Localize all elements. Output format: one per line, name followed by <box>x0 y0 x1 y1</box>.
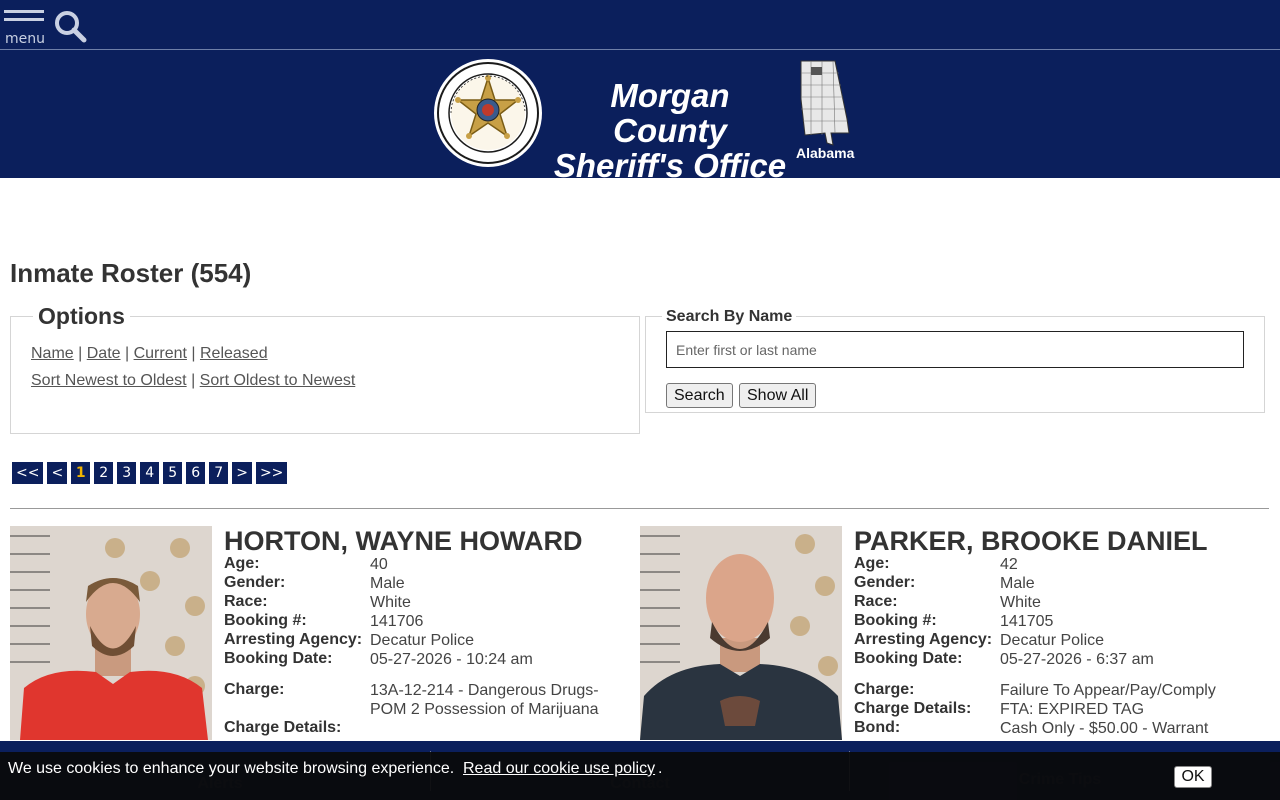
sort-links <box>31 372 355 390</box>
inmate-mugshot-photo[interactable] <box>640 526 842 740</box>
race-label: Race: <box>224 593 268 610</box>
bond-value: Cash Only - $50.00 - Warrant <box>1000 720 1209 737</box>
gender-label: Gender: <box>224 574 286 591</box>
site-title[interactable]: Morgan County Sheriff's Office <box>553 77 787 184</box>
link-separator: | <box>73 345 87 362</box>
search-panel <box>645 308 1265 413</box>
magnifier-icon <box>54 10 88 44</box>
menu-label: menu <box>5 31 45 47</box>
state-label: Alabama <box>796 145 855 161</box>
inmate-mugshot-photo[interactable] <box>10 526 212 740</box>
cookie-period: . <box>658 760 663 777</box>
booking-date-label: Booking Date: <box>224 650 333 667</box>
top-bar <box>0 0 1280 50</box>
race-value: White <box>370 594 411 611</box>
inmate-name[interactable]: PARKER, BROOKE DANIEL <box>854 526 1208 556</box>
options-panel <box>10 303 640 434</box>
age-value: 42 <box>1000 556 1018 573</box>
booking-date-label: Booking Date: <box>854 650 963 667</box>
next-page-button[interactable]: > <box>232 462 252 484</box>
search-legend: Search By Name <box>662 308 796 326</box>
first-page-button[interactable]: << <box>12 462 43 484</box>
race-value: White <box>1000 594 1041 611</box>
charge-label: Charge: <box>854 681 915 698</box>
sort-oldest-link[interactable]: Sort Oldest to Newest <box>199 372 356 389</box>
bond-label: Bond: <box>854 719 901 736</box>
filter-name-link[interactable]: Name <box>31 345 74 362</box>
charge-details-label: Charge Details: <box>224 719 342 736</box>
booking-date-value: 05-27-2026 - 10:24 am <box>370 651 533 668</box>
charge-value: 13A-12-214 - Dangerous Drugs- <box>370 682 599 699</box>
page-5-button[interactable]: 5 <box>163 462 182 484</box>
search-toggle-button[interactable] <box>54 10 88 44</box>
menu-button[interactable] <box>4 10 46 48</box>
inmate-name[interactable]: HORTON, WAYNE HOWARD <box>224 526 583 556</box>
sort-newest-link[interactable]: Sort Newest to Oldest <box>31 372 187 389</box>
show-all-button[interactable]: Show All <box>739 383 816 408</box>
charge-label: Charge: <box>224 681 285 698</box>
cookie-ok-button[interactable]: OK <box>1174 766 1212 788</box>
link-separator: | <box>186 345 200 362</box>
arresting-agency-label: Arresting Agency: <box>854 631 993 648</box>
prev-page-button[interactable]: < <box>47 462 67 484</box>
inmate-card <box>10 526 630 746</box>
cookie-policy-link[interactable]: Read our cookie use policy <box>463 760 656 777</box>
booking-number-value: 141705 <box>1000 613 1054 630</box>
page-title: Inmate Roster (554) <box>10 258 252 288</box>
charge-details-label: Charge Details: <box>854 700 972 717</box>
search-button[interactable]: Search <box>666 383 733 408</box>
inmate-card <box>640 526 1260 746</box>
page-1-button[interactable]: 1 <box>71 462 90 484</box>
hamburger-icon <box>4 10 44 13</box>
age-label: Age: <box>854 555 890 572</box>
cookie-message: We use cookies to enhance your website browsing experience. <box>8 760 455 777</box>
filter-links <box>31 345 268 363</box>
gender-value: Male <box>1000 575 1035 592</box>
filter-current-link[interactable]: Current <box>133 345 187 362</box>
arresting-agency-value: Decatur Police <box>370 632 475 649</box>
booking-number-label: Booking #: <box>224 612 307 629</box>
name-search-input[interactable] <box>666 331 1244 368</box>
site-banner <box>0 50 1280 184</box>
gender-label: Gender: <box>854 574 916 591</box>
filter-released-link[interactable]: Released <box>199 345 268 362</box>
booking-number-label: Booking #: <box>854 612 937 629</box>
arresting-agency-value: Decatur Police <box>1000 632 1105 649</box>
race-label: Race: <box>854 593 898 610</box>
page-2-button[interactable]: 2 <box>94 462 113 484</box>
options-legend: Options <box>33 303 130 330</box>
booking-date-value: 05-27-2026 - 6:37 am <box>1000 651 1154 668</box>
hamburger-icon-bar <box>4 18 44 21</box>
page-3-button[interactable]: 3 <box>117 462 136 484</box>
link-separator: | <box>186 372 200 389</box>
sheriff-seal-logo[interactable] <box>433 58 543 168</box>
charge-value-continued: POM 2 Possession of Marijuana <box>370 701 599 718</box>
gender-value: Male <box>370 575 405 592</box>
charge-value: Failure To Appear/Pay/Comply <box>1000 682 1216 699</box>
page-4-button[interactable]: 4 <box>140 462 159 484</box>
age-value: 40 <box>370 556 388 573</box>
age-label: Age: <box>224 555 260 572</box>
arresting-agency-label: Arresting Agency: <box>224 631 363 648</box>
last-page-button[interactable]: >> <box>256 462 287 484</box>
cookie-banner <box>0 752 1280 800</box>
booking-number-value: 141706 <box>370 613 424 630</box>
divider <box>10 508 1269 509</box>
pagination <box>12 462 287 484</box>
page-6-button[interactable]: 6 <box>186 462 205 484</box>
alabama-map-icon <box>795 59 853 147</box>
filter-date-link[interactable]: Date <box>86 345 121 362</box>
page-7-button[interactable]: 7 <box>209 462 228 484</box>
link-separator: | <box>120 345 134 362</box>
charge-details-value: FTA: EXPIRED TAG <box>1000 701 1145 718</box>
